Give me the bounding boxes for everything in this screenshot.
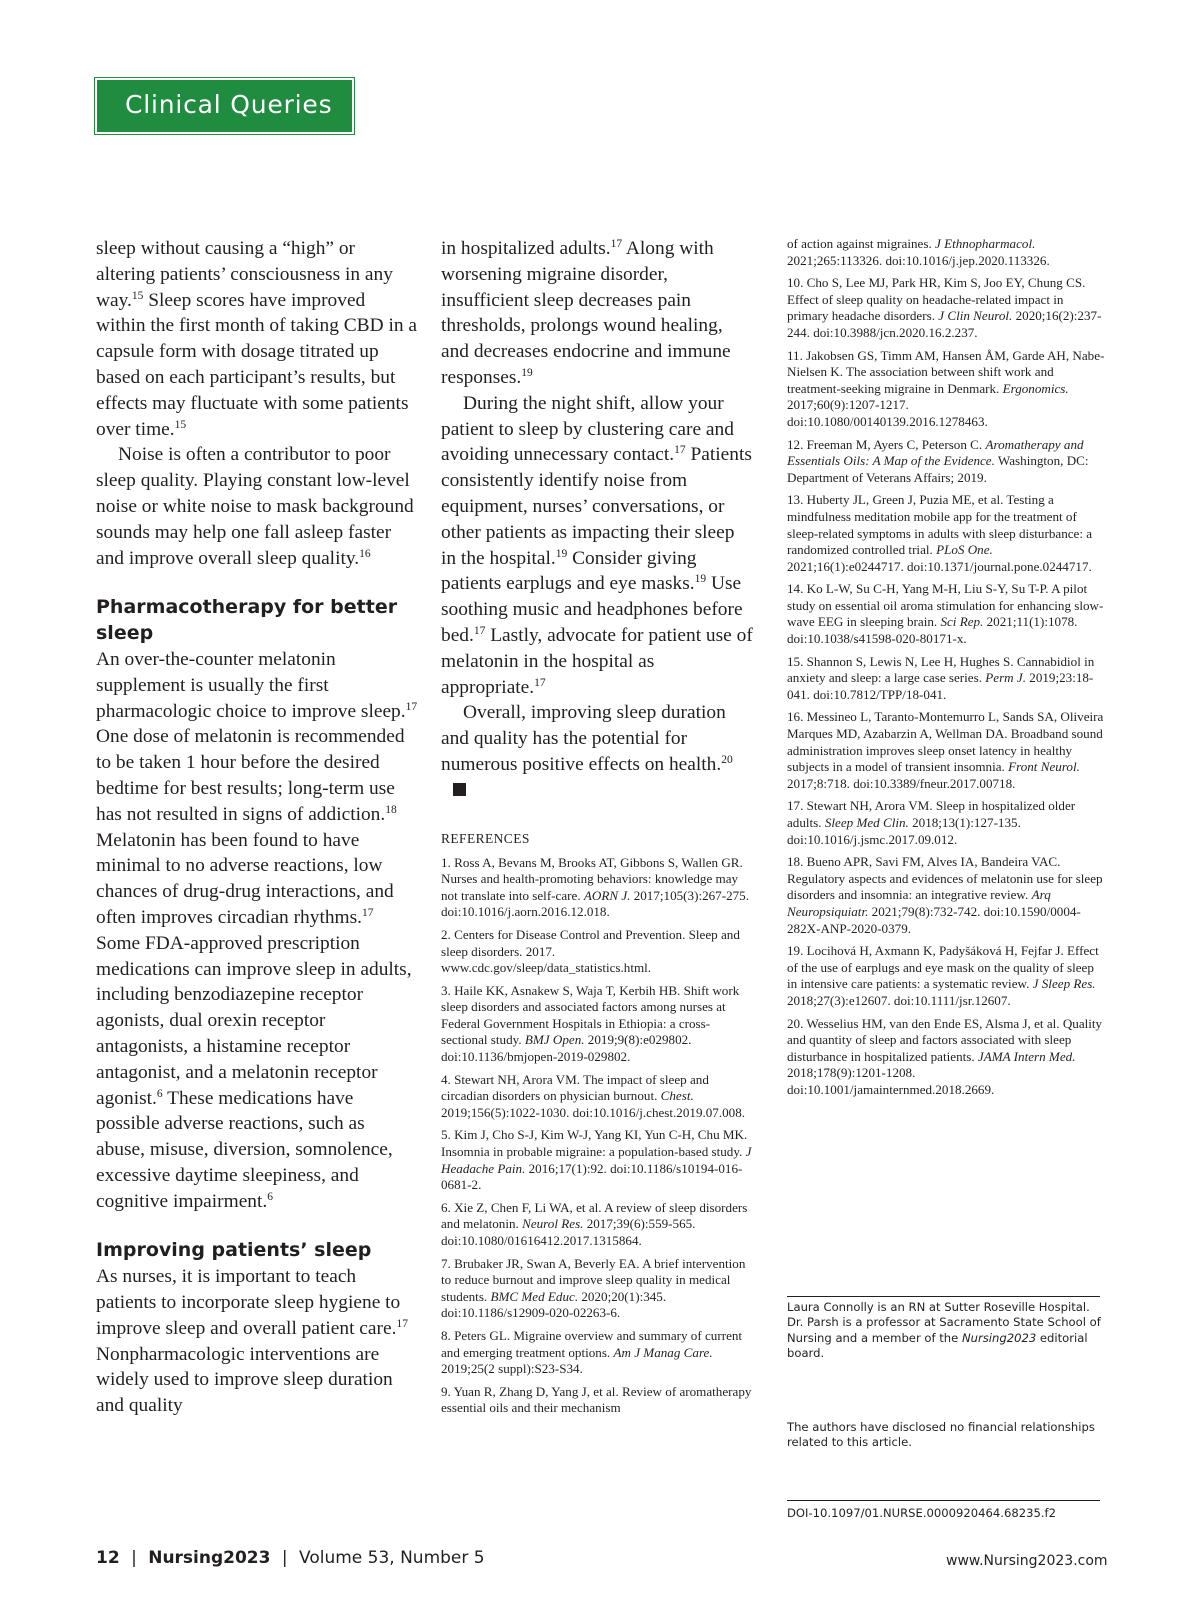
reference-item: 19. Locihová H, Axmann K, Padyšáková H, Fejfar J. Effect of the use of earplugs and eye mask on the quality of sleep in intensive care patients: a systematic review. J Sleep Res. 2018;27(3):e12607. doi:10.1111/jsr.12607. bbox=[787, 943, 1099, 1008]
heading-improving-sleep: Improving patients’ sleep bbox=[96, 1239, 372, 1262]
reference-item: 3. Haile KK, Asnakew S, Waja T, Kerbih HB. Shift work sleep disorders and associated factors among nurses at Federal Government Hospitals in Ethiopia: a cross-sectional study. BMJ Open. 2019;9(8):e029802. doi:10.1136/bmjopen-2019-029802. bbox=[441, 982, 740, 1065]
reference-item: 16. Messineo L, Taranto-Montemurro L, Sands SA, Oliveira Marques MD, Azabarzin A, Wellman DA. Broadband sound administration improves sleep onset latency in healthy subjects in a model of transient insomnia. Front Neurol. 2017;8:718. doi:10.3389/fneur.2017.00718. bbox=[787, 709, 1104, 791]
heading-pharmacotherapy: Pharmacotherapy for better sleep bbox=[96, 596, 398, 645]
reference-item: 2. Centers for Disease Control and Prevention. Sleep and sleep disorders. 2017. www.cdc.gov/sleep/data_statistics.html. bbox=[441, 926, 740, 976]
doi-text: DOI-10.1097/01.NURSE.0000920464.68235.f2 bbox=[787, 1506, 1056, 1520]
reference-item: 10. Cho S, Lee MJ, Park HR, Kim S, Joo EY, Chung CS. Effect of sleep quality on headache-related impact in primary headache disorders. J Clin Neurol. 2020;16(2):237-244. doi:10.3988/jcn.2020.16.2.237. bbox=[787, 275, 1102, 340]
column-2 bbox=[441, 236, 753, 1423]
journal-name: Nursing2023 bbox=[148, 1548, 271, 1568]
reference-item: 20. Wesselius HM, van den Ende ES, Alsma J, et al. Quality and quantity of sleep and factors associated with sleep disturbance in hospitalized patients. JAMA Intern Med. 2018;178(9):1201-1208. doi:10.1001/jamainternmed.2018.2669. bbox=[787, 1015, 1103, 1097]
author-bio: Laura Connolly is an RN at Sutter Roseville Hospital. Dr. Parsh is a professor at Sacramento State School of Nursing and a member of the Nursing2023 editorial board. bbox=[787, 1300, 1101, 1361]
authors-rule bbox=[787, 1296, 1100, 1297]
website-link[interactable]: www.Nursing2023.com bbox=[946, 1553, 1108, 1569]
reference-item: 13. Huberty JL, Green J, Puzia ME, et al. Testing a mindfulness meditation mobile app for the treatment of sleep-related symptoms in adults with sleep disturbance: a randomized controlled trial. PLoS One. 2021;16(1):e0244717. doi:10.1371/journal.pone.0244717. bbox=[787, 492, 1093, 574]
paragraph: An over-the-counter melatonin supplement is usually the first pharmacologic choice to improve sleep.$^{17}$ One dose of melatonin is recommended to be taken 1 hour before the desired bedtime for best results; long-term use has not resulted in signs of addiction.$^{18}$ Melatonin has been found to have minimal to no adverse reactions, low chances of drug-drug interactions, and often improves circadian rhythms.$^{17}$ Some FDA-approved prescription medications can improve sleep in adults, including benzodiazepine receptor agonists, dual orexin receptor antagonists, a histamine receptor antagonist, and a melatonin receptor agonist.$^6$ These medications have possible adverse reactions, such as abuse, misuse, diversion, somnolence, excessive daytime sleepiness, and cognitive impairment.$^6$ bbox=[96, 648, 418, 1212]
reference-item: 12. Freeman M, Ayers C, Peterson C. Aromatherapy and Essentials Oils: A Map of the Evidence. Washington, DC: Department of Veterans Affairs; 2019. bbox=[787, 436, 1089, 485]
reference-item: of action against migraines. J Ethnopharmacol. 2021;265:113326. doi:10.1016/j.jep.2020.113326. bbox=[787, 236, 1050, 268]
reference-item: 6. Xie Z, Chen F, Li WA, et al. A review of sleep disorders and melatonin. Neurol Res. 2017;39(6):559-565. doi:10.1080/01616412.2017.1315864. bbox=[441, 1199, 748, 1248]
volume-info: Volume 53, Number 5 bbox=[299, 1548, 485, 1568]
paragraph: sleep without causing a “high” or altering patients’ consciousness in any way.$^{15}$ Sleep scores have improved within the first month of taking CBD in a capsule form with dosage titrated up based on each participant’s results, but effects may fluctuate with some patients over time.$^{15}$ bbox=[96, 238, 417, 440]
disclosure-note: The authors have disclosed no financial relationships related to this article. bbox=[787, 1420, 1095, 1450]
reference-item: 11. Jakobsen GS, Timm AM, Hansen ÅM, Garde AH, Nabe-Nielsen K. The association between shift work and treatment-seeking migraine in Denmark. Ergonomics. 2017;60(9):1207-1217. doi:10.1080/00140139.2016.1278463. bbox=[787, 347, 1105, 429]
footer-separator: | bbox=[131, 1548, 137, 1568]
reference-item: 5. Kim J, Cho S-J, Kim W-J, Yang KI, Yun C-H, Chu MK. Insomnia in probable migraine: a population-based study. J Headache Pain. 2016;17(1):92. doi:10.1186/s10194-016-0681-2. bbox=[441, 1127, 752, 1193]
paragraph: During the night shift, allow your patient to sleep by clustering care and avoiding unnecessary contact.$^{17}$ Patients consistently identify noise from equipment, nurses’ conversations, or other patients as impacting their sleep in the hospital.$^{19}$ Consider giving patients earplugs and eye masks.$^{19}$ Use soothing music and headphones before bed.$^{17}$ Lastly, advocate for patient use of melatonin in the hospital as appropriate.$^{17}$ bbox=[441, 392, 753, 698]
section-banner bbox=[95, 78, 354, 134]
paragraph: Noise is often a contributor to poor sleep quality. Playing constant low-level noise or white noise to mask background sounds may help one fall asleep faster and improve overall sleep quality.$^{16}$ bbox=[96, 444, 414, 569]
footer-separator: | bbox=[281, 1548, 288, 1568]
reference-item: 15. Shannon S, Lewis N, Lee H, Hughes S. Cannabidiol in anxiety and sleep: a large case series. Perm J. 2019;23:18-041. doi:10.7812/TPP/18-041. bbox=[787, 653, 1095, 702]
paragraph: As nurses, it is important to teach patients to incorporate sleep hygiene to improve sleep and overall patient care.$^{17}$ Nonpharmacologic interventions are widely used to improve sleep duration and quality bbox=[96, 1266, 408, 1417]
reference-item: 8. Peters GL. Migraine overview and summary of current and emerging treatment options. Am J Manag Care. 2019;25(2 suppl):S23-S34. bbox=[441, 1327, 743, 1377]
doi-rule bbox=[787, 1500, 1100, 1501]
paragraph: Overall, improving sleep duration and quality has the potential for numerous positive effects on health.$^{20}$ bbox=[441, 700, 753, 803]
column-3 bbox=[787, 236, 1107, 1105]
section-banner-label: Clinical Queries bbox=[125, 90, 333, 119]
page-footer bbox=[96, 1548, 485, 1568]
reference-item: 17. Stewart NH, Arora VM. Sleep in hospitalized older adults. Sleep Med Clin. 2018;13(1):127-135. doi:10.1016/j.jsmc.2017.09.012. bbox=[787, 798, 1076, 847]
reference-item: 7. Brubaker JR, Swan A, Beverly EA. A brief intervention to reduce burnout and improve sleep quality in medical students. BMC Med Educ. 2020;20(1):345. doi:10.1186/s12909-020-02263-6. bbox=[441, 1255, 746, 1321]
references-heading: REFERENCES bbox=[441, 830, 530, 846]
column-1 bbox=[96, 236, 418, 1419]
end-of-article-mark bbox=[453, 783, 466, 796]
reference-item: 9. Yuan R, Zhang D, Yang J, et al. Review of aromatherapy essential oils and their mechanism bbox=[441, 1383, 752, 1416]
reference-item: 1. Ross A, Bevans M, Brooks AT, Gibbons S, Wallen GR. Nurses and health-promoting behaviors: knowledge may not translate into self-care. AORN J. 2017;105(3):267-275. doi:10.1016/j.aorn.2016.12.018. bbox=[441, 854, 749, 920]
reference-item: 4. Stewart NH, Arora VM. The impact of sleep and circadian disorders on physician burnout. Chest. 2019;156(5):1022-1030. doi:10.1016/j.chest.2019.07.008. bbox=[441, 1071, 746, 1120]
reference-item: 14. Ko L-W, Su C-H, Yang M-H, Liu S-Y, Su T-P. A pilot study on essential oil aroma stimulation for enhancing slow-wave EEG in sleeping brain. Sci Rep. 2021;11(1):1078. doi:10.1038/s41598-020-80171-x. bbox=[787, 581, 1104, 647]
paragraph: in hospitalized adults.$^{17}$ Along with worsening migraine disorder, insufficient sleep decreases pain thresholds, prolongs wound healing, and decreases endocrine and immune responses.$^{19}$ bbox=[441, 238, 731, 388]
page-number: 12 bbox=[96, 1548, 120, 1568]
reference-item: 18. Bueno APR, Savi FM, Alves IA, Bandeira VAC. Regulatory aspects and evidences of melatonin use for sleep disorders and insomnia: an integrative review. Arq Neuropsiquiatr. 2021;79(8):732-742. doi:10.1590/0004-282X-ANP-2020-0379. bbox=[787, 854, 1103, 936]
